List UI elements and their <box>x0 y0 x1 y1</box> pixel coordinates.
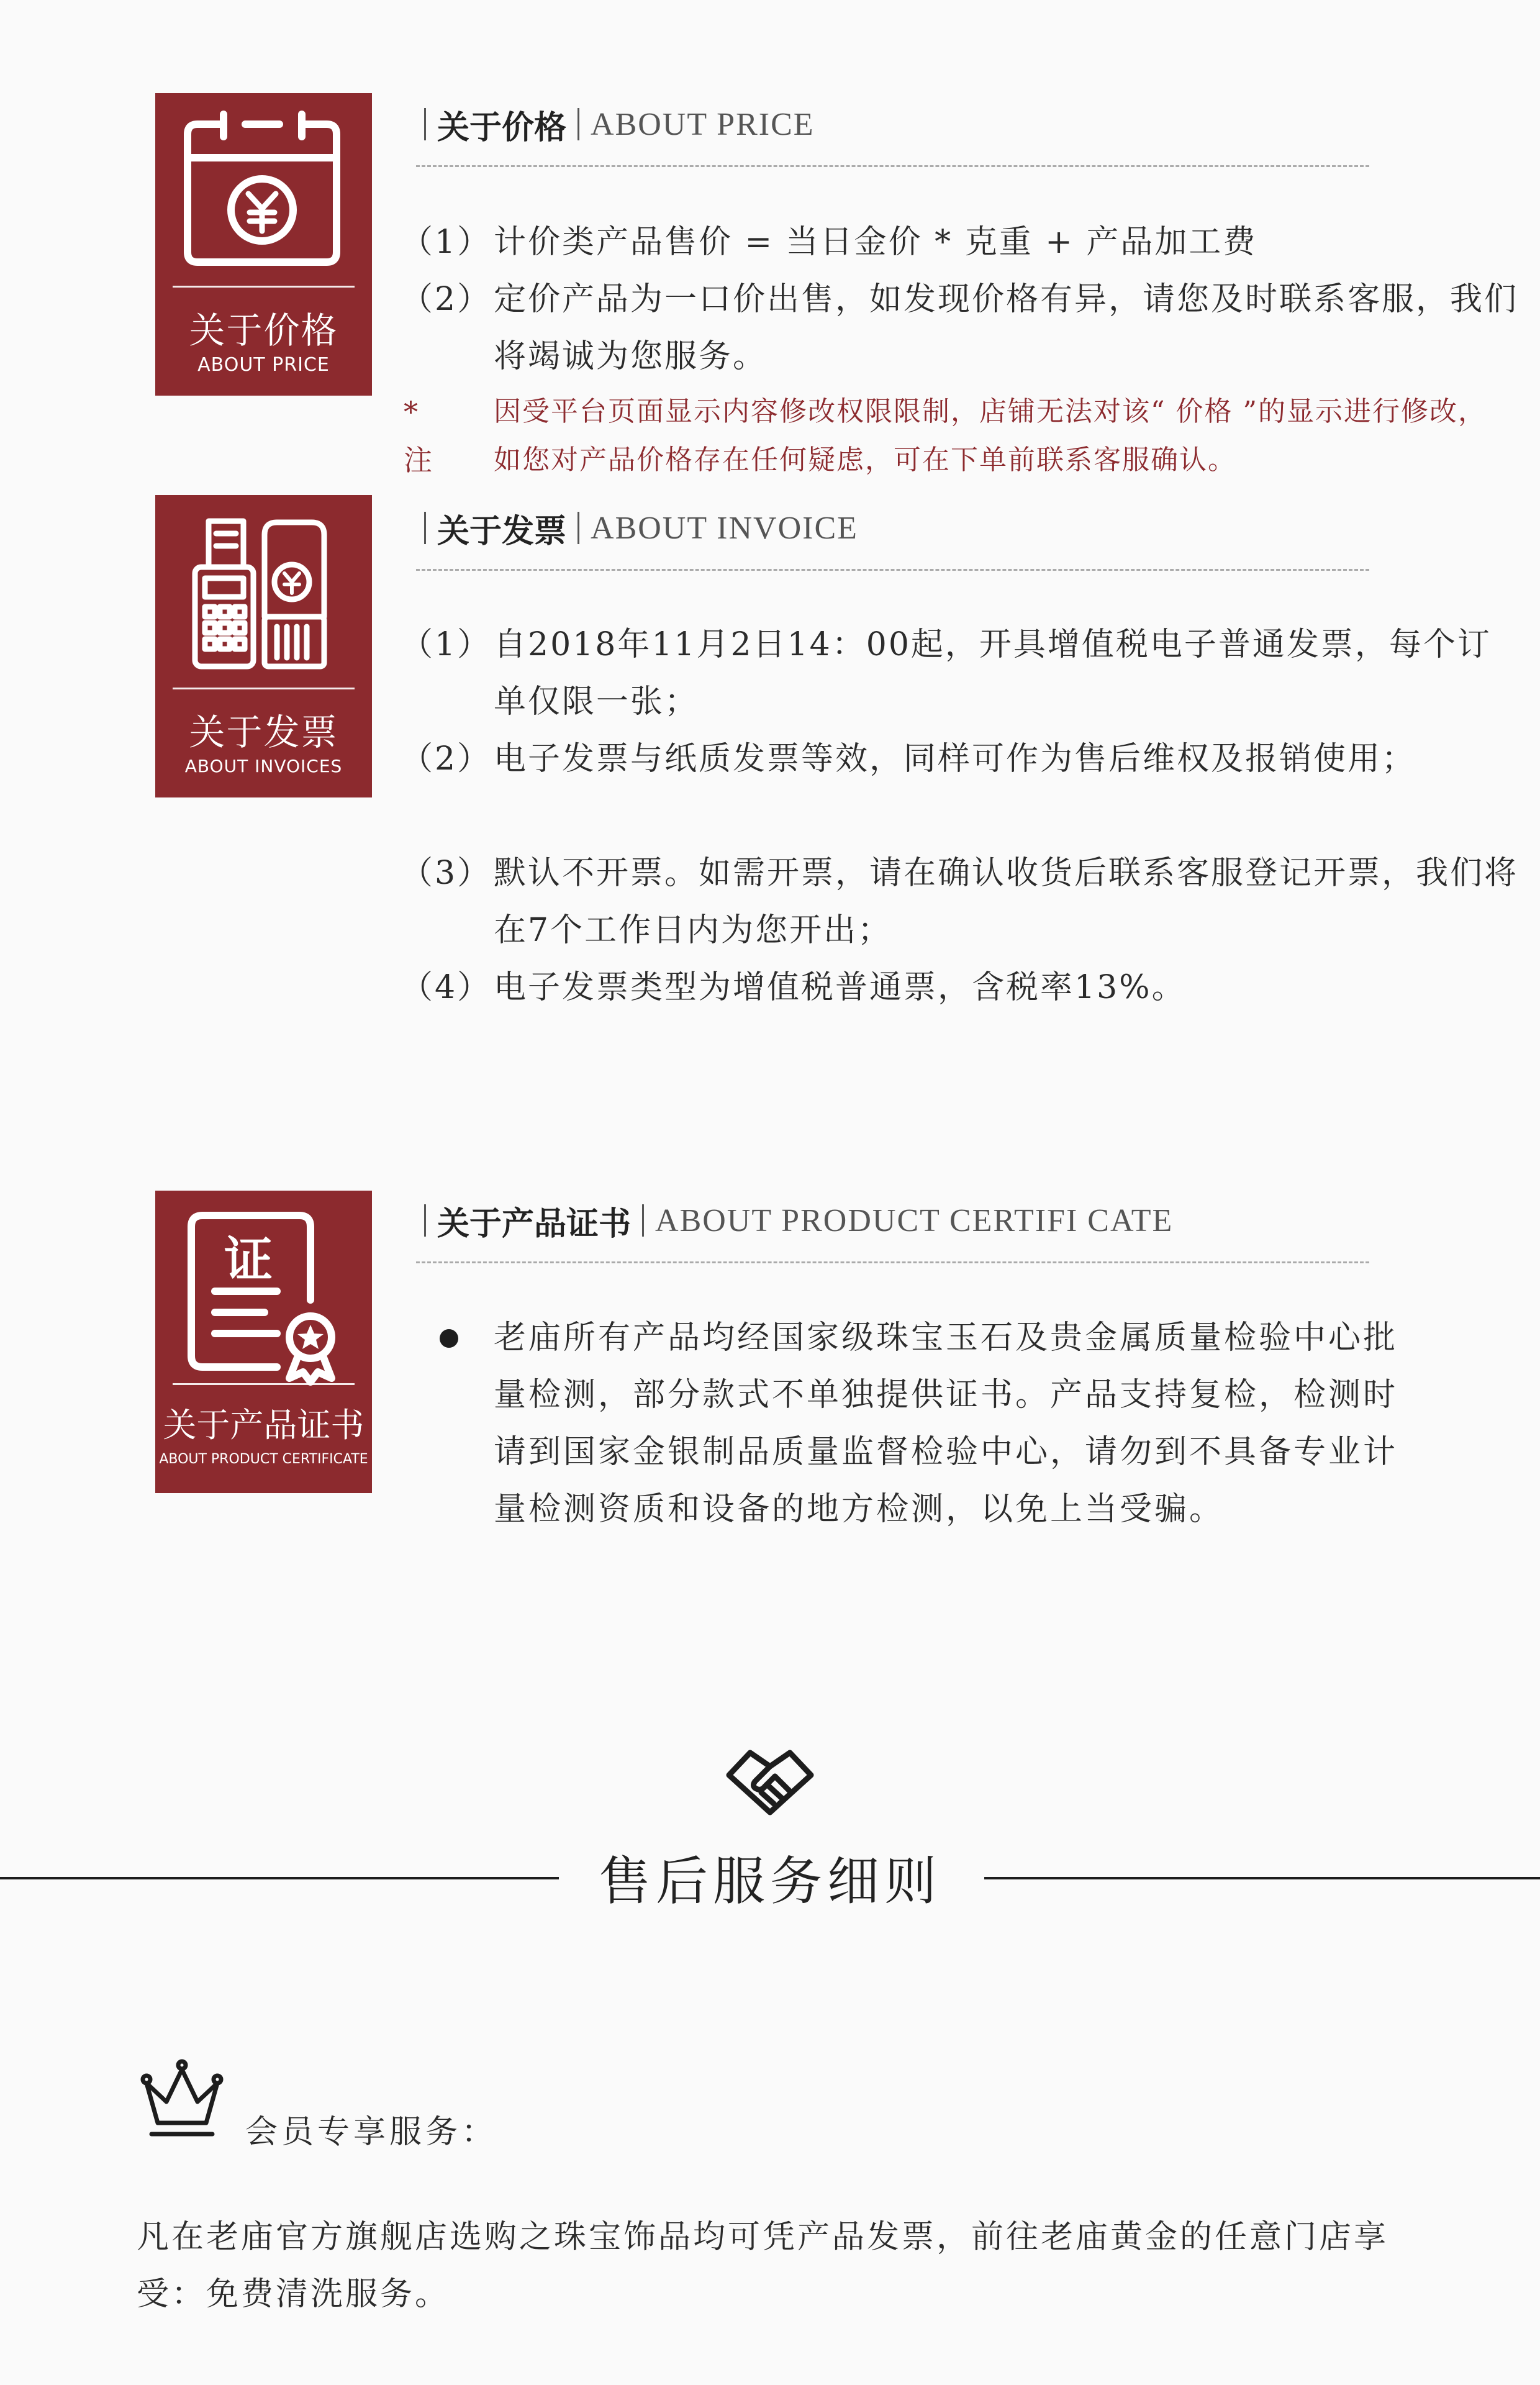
item-text: 电子发票类型为增值税普通票，含税率13%。 <box>494 969 1186 1006</box>
certificate-heading <box>413 1196 1173 1245</box>
item-text: 自2018年11月2日14：00起，开具增值税电子普通发票，每个订单仅限一张； <box>494 626 1492 720</box>
price-heading-en: ABOUT PRICE <box>591 106 815 142</box>
after-sales-title: 售后服务细则 <box>598 1851 941 1912</box>
certificate-heading-cn: 关于产品证书 <box>437 1204 632 1243</box>
item-number: （2） <box>401 281 492 318</box>
invoice-badge-subtitle: ABOUT INVOICES <box>184 756 343 776</box>
note-mark: * 注 <box>404 395 433 477</box>
item-number: （2） <box>401 740 492 778</box>
bullet-dot <box>440 1329 458 1348</box>
certificate-divider <box>416 1261 1369 1263</box>
item-number: （1） <box>401 626 492 663</box>
certificate-text: 老庙所有产品均经国家级珠宝玉石及贵金属质量检验中心批量检测，部分款式不单独提供证书。产品支持复检，检测时请到国家金银制品质量监督检验中心，请勿到不具备专业计量检测资质和设备的地方检测，以免上当受骗。 <box>494 1319 1398 1528</box>
price-divider <box>416 165 1369 167</box>
crown-icon <box>135 2057 229 2144</box>
invoice-heading-en: ABOUT INVOICE <box>591 510 858 546</box>
item-text: 定价产品为一口价出售，如发现价格有异，请您及时联系客服，我们将竭诚为您服务。 <box>494 281 1519 375</box>
price-badge-title: 关于价格 <box>189 309 338 352</box>
certificate-heading-en: ABOUT PRODUCT CERTIFI CATE <box>655 1202 1174 1238</box>
invoice-heading-cn: 关于发票 <box>437 512 567 550</box>
item-text: 计价类产品售价 = 当日金价 * 克重 + 产品加工费 <box>494 224 1257 261</box>
invoice-heading <box>413 503 858 553</box>
certificate-seal-icon <box>155 1191 372 1396</box>
item-number: （3） <box>401 855 492 892</box>
invoice-divider <box>416 569 1369 571</box>
price-heading <box>413 99 815 149</box>
item-text: 电子发票与纸质发票等效，同样可作为售后维权及报销使用； <box>494 740 1416 778</box>
member-service-label: 会员专享服务： <box>245 2114 498 2151</box>
certificate-badge-subtitle: ABOUT PRODUCT CERTIFICATE <box>159 1451 368 1467</box>
invoice-badge <box>155 495 372 797</box>
price-badge <box>155 93 372 396</box>
calendar-yuan-icon <box>155 93 372 298</box>
note-text: 因受平台页面显示内容修改权限限制，店铺无法对该“ 价格 ”的显示进行修改，如您对产品价格存在任何疑虑，可在下单前联系客服确认。 <box>494 396 1487 476</box>
price-badge-subtitle: ABOUT PRICE <box>197 354 330 376</box>
certificate-badge <box>155 1191 372 1493</box>
member-service-text: 凡在老庙官方旗舰店选购之珠宝饰品均可凭产品发票，前往老庙黄金的任意门店享受：免费清洗服务。 <box>137 2219 1389 2313</box>
price-heading-cn: 关于价格 <box>437 108 567 147</box>
certificate-badge-title: 关于产品证书 <box>163 1406 365 1445</box>
pos-receipt-icon <box>155 495 372 700</box>
item-number: （4） <box>401 969 492 1006</box>
item-text: 默认不开票。如需开票，请在确认收货后联系客服登记开票，我们将在7个工作日内为您开出； <box>494 855 1519 949</box>
svg-text:证: 证 <box>224 1232 273 1288</box>
item-number: （1） <box>401 224 492 261</box>
invoice-badge-title: 关于发票 <box>189 711 338 753</box>
title-line-right <box>984 1877 1540 1879</box>
handshake-icon <box>720 1742 820 1816</box>
